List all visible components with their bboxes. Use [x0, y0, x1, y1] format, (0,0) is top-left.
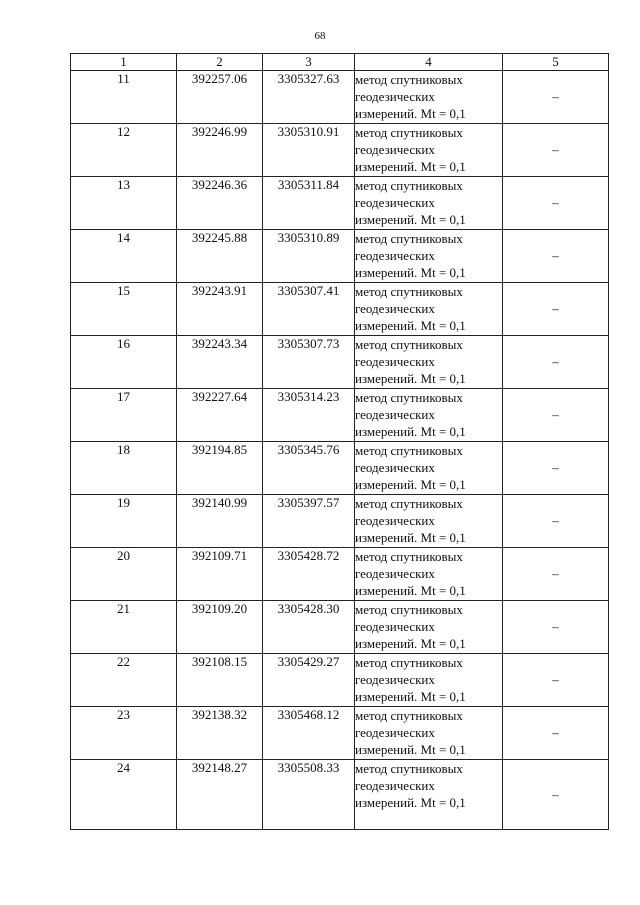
note-cell: –: [503, 336, 609, 389]
point-number-cell: 18: [71, 442, 177, 495]
note-cell: –: [503, 442, 609, 495]
table-row: [71, 654, 609, 707]
method-line: измерений. Mt = 0,1: [355, 583, 466, 598]
table-header-row: [71, 54, 609, 71]
method-line: метод спутниковых: [355, 72, 463, 87]
point-number-cell: 16: [71, 336, 177, 389]
table-row: [71, 124, 609, 177]
point-number-cell: 17: [71, 389, 177, 442]
method-line: метод спутниковых: [355, 708, 463, 723]
x-coordinate-cell: 392138.32: [177, 707, 263, 760]
column-header-4: 4: [355, 54, 503, 71]
table-row: [71, 283, 609, 336]
x-coordinate-cell: 392257.06: [177, 71, 263, 124]
x-coordinate-cell: 392246.99: [177, 124, 263, 177]
point-number-cell: 22: [71, 654, 177, 707]
y-coordinate-cell: 3305311.84: [263, 177, 355, 230]
method-cell: [355, 283, 503, 336]
method-line: метод спутниковых: [355, 549, 463, 564]
method-line: геодезических: [355, 778, 435, 793]
table-row: [71, 548, 609, 601]
method-line: метод спутниковых: [355, 231, 463, 246]
note-cell: –: [503, 601, 609, 654]
method-line: метод спутниковых: [355, 390, 463, 405]
point-number-cell: 14: [71, 230, 177, 283]
y-coordinate-cell: 3305508.33: [263, 760, 355, 830]
method-line: измерений. Mt = 0,1: [355, 477, 466, 492]
method-cell: [355, 336, 503, 389]
method-line: измерений. Mt = 0,1: [355, 636, 466, 651]
point-number-cell: 21: [71, 601, 177, 654]
y-coordinate-cell: 3305310.89: [263, 230, 355, 283]
table-body: [71, 71, 609, 830]
note-cell: –: [503, 548, 609, 601]
method-line: измерений. Mt = 0,1: [355, 212, 466, 227]
method-cell: [355, 548, 503, 601]
method-cell: [355, 760, 503, 830]
y-coordinate-cell: 3305310.91: [263, 124, 355, 177]
method-line: геодезических: [355, 248, 435, 263]
x-coordinate-cell: 392246.36: [177, 177, 263, 230]
point-number-cell: 13: [71, 177, 177, 230]
method-line: метод спутниковых: [355, 496, 463, 511]
method-line: измерений. Mt = 0,1: [355, 371, 466, 386]
method-cell: [355, 177, 503, 230]
table-row: [71, 442, 609, 495]
note-cell: –: [503, 230, 609, 283]
note-cell: –: [503, 389, 609, 442]
table-row: [71, 707, 609, 760]
table-row: [71, 760, 609, 830]
method-line: геодезических: [355, 407, 435, 422]
y-coordinate-cell: 3305314.23: [263, 389, 355, 442]
y-coordinate-cell: 3305327.63: [263, 71, 355, 124]
y-coordinate-cell: 3305428.72: [263, 548, 355, 601]
point-number-cell: 23: [71, 707, 177, 760]
point-number-cell: 11: [71, 71, 177, 124]
method-line: измерений. Mt = 0,1: [355, 795, 466, 810]
method-line: измерений. Mt = 0,1: [355, 742, 466, 757]
method-line: метод спутниковых: [355, 284, 463, 299]
method-line: геодезических: [355, 513, 435, 528]
point-number-cell: 12: [71, 124, 177, 177]
y-coordinate-cell: 3305397.57: [263, 495, 355, 548]
column-header-5: 5: [503, 54, 609, 71]
table-row: [71, 230, 609, 283]
method-line: геодезических: [355, 89, 435, 104]
point-number-cell: 20: [71, 548, 177, 601]
note-cell: –: [503, 495, 609, 548]
y-coordinate-cell: 3305429.27: [263, 654, 355, 707]
method-cell: [355, 71, 503, 124]
x-coordinate-cell: 392227.64: [177, 389, 263, 442]
y-coordinate-cell: 3305468.12: [263, 707, 355, 760]
method-cell: [355, 707, 503, 760]
method-line: измерений. Mt = 0,1: [355, 424, 466, 439]
method-line: метод спутниковых: [355, 602, 463, 617]
table-row: [71, 336, 609, 389]
y-coordinate-cell: 3305307.41: [263, 283, 355, 336]
method-line: измерений. Mt = 0,1: [355, 265, 466, 280]
method-line: геодезических: [355, 566, 435, 581]
table-row: [71, 71, 609, 124]
method-line: метод спутниковых: [355, 337, 463, 352]
table-row: [71, 495, 609, 548]
note-cell: –: [503, 654, 609, 707]
table-row: [71, 389, 609, 442]
method-line: геодезических: [355, 354, 435, 369]
method-line: геодезических: [355, 619, 435, 634]
table-row: [71, 601, 609, 654]
method-line: измерений. Mt = 0,1: [355, 689, 466, 704]
column-header-1: 1: [71, 54, 177, 71]
method-cell: [355, 654, 503, 707]
method-line: метод спутниковых: [355, 178, 463, 193]
note-cell: –: [503, 283, 609, 336]
method-cell: [355, 442, 503, 495]
note-cell: –: [503, 177, 609, 230]
note-cell: –: [503, 124, 609, 177]
column-header-3: 3: [263, 54, 355, 71]
column-header-2: 2: [177, 54, 263, 71]
method-line: геодезических: [355, 460, 435, 475]
x-coordinate-cell: 392140.99: [177, 495, 263, 548]
table-row: [71, 177, 609, 230]
method-line: геодезических: [355, 672, 435, 687]
y-coordinate-cell: 3305345.76: [263, 442, 355, 495]
method-cell: [355, 230, 503, 283]
method-line: измерений. Mt = 0,1: [355, 106, 466, 121]
method-line: геодезических: [355, 301, 435, 316]
note-cell: –: [503, 760, 609, 830]
x-coordinate-cell: 392109.20: [177, 601, 263, 654]
method-cell: [355, 124, 503, 177]
method-line: геодезических: [355, 195, 435, 210]
method-cell: [355, 495, 503, 548]
method-line: метод спутниковых: [355, 761, 463, 776]
note-cell: –: [503, 71, 609, 124]
point-number-cell: 24: [71, 760, 177, 830]
method-line: измерений. Mt = 0,1: [355, 159, 466, 174]
x-coordinate-cell: 392148.27: [177, 760, 263, 830]
note-cell: –: [503, 707, 609, 760]
y-coordinate-cell: 3305428.30: [263, 601, 355, 654]
method-line: геодезических: [355, 725, 435, 740]
method-line: измерений. Mt = 0,1: [355, 318, 466, 333]
method-line: измерений. Mt = 0,1: [355, 530, 466, 545]
method-line: метод спутниковых: [355, 125, 463, 140]
method-line: метод спутниковых: [355, 443, 463, 458]
x-coordinate-cell: 392108.15: [177, 654, 263, 707]
method-cell: [355, 601, 503, 654]
y-coordinate-cell: 3305307.73: [263, 336, 355, 389]
coordinates-table: [70, 53, 609, 830]
x-coordinate-cell: 392243.34: [177, 336, 263, 389]
x-coordinate-cell: 392245.88: [177, 230, 263, 283]
method-cell: [355, 389, 503, 442]
x-coordinate-cell: 392194.85: [177, 442, 263, 495]
x-coordinate-cell: 392109.71: [177, 548, 263, 601]
method-line: метод спутниковых: [355, 655, 463, 670]
method-line: геодезических: [355, 142, 435, 157]
point-number-cell: 15: [71, 283, 177, 336]
x-coordinate-cell: 392243.91: [177, 283, 263, 336]
point-number-cell: 19: [71, 495, 177, 548]
page-number: 68: [314, 30, 326, 42]
